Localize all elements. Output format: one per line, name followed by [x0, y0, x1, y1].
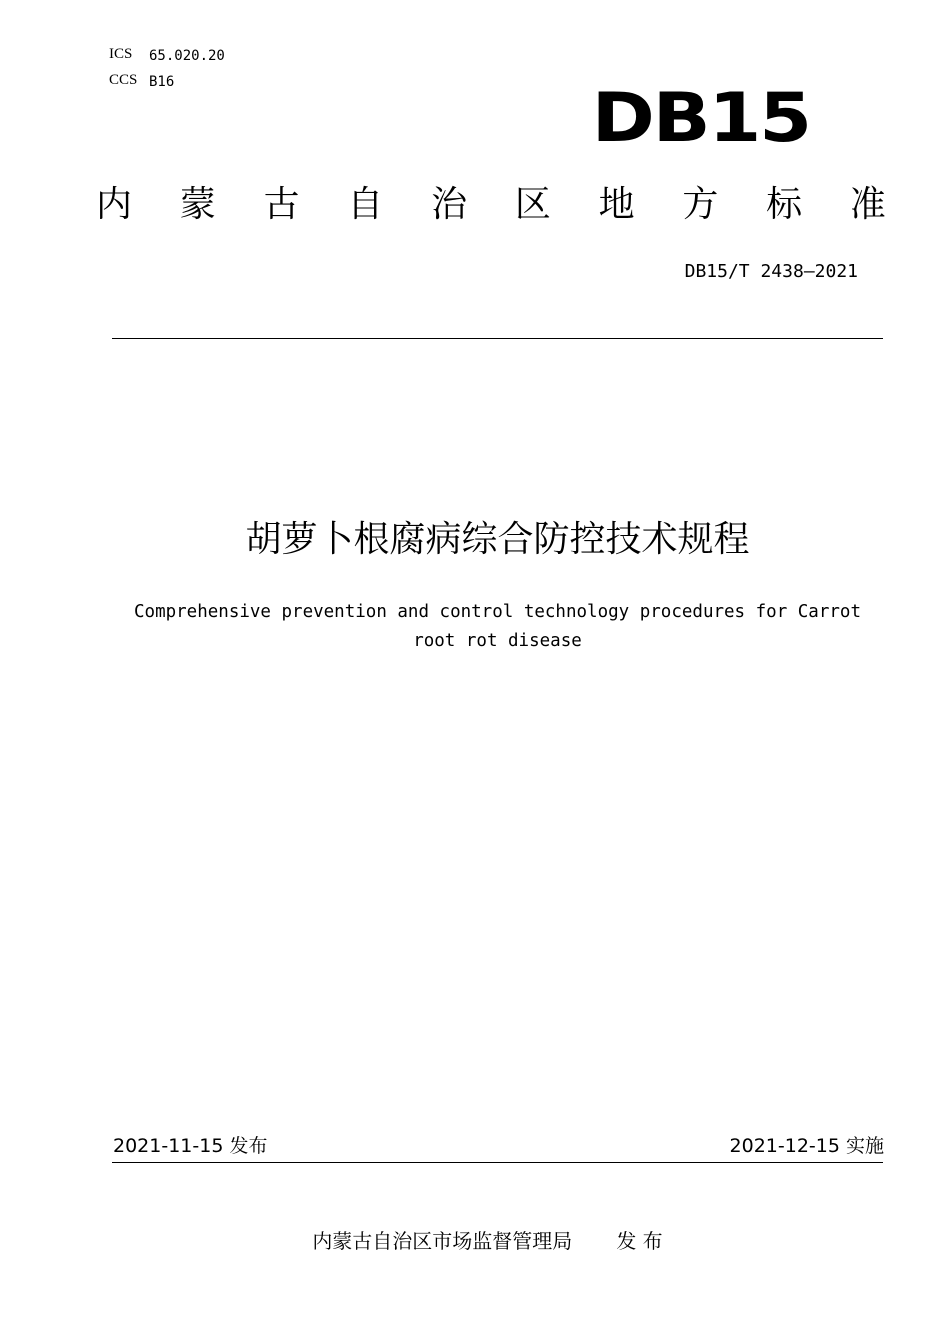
db15-logo: DB15 — [591, 79, 810, 158]
standard-level-char: 自 — [347, 184, 384, 225]
ics-value: 65.020.20 — [149, 48, 225, 64]
standard-level-char: 治 — [431, 184, 468, 225]
standard-level-char: 区 — [514, 184, 551, 225]
header-divider — [112, 338, 883, 339]
issuer-action: 发 布 — [616, 1229, 663, 1253]
standard-level-char: 标 — [766, 184, 803, 225]
document-title-english — [100, 598, 895, 656]
standard-level-char: 方 — [682, 184, 719, 225]
implement-date: 2021-12-15 实施 — [729, 1135, 884, 1157]
standard-level-char: 地 — [598, 184, 635, 225]
issuer-name: 内蒙古自治区市场监督管理局 — [312, 1229, 573, 1253]
ccs-label: CCS — [109, 72, 138, 88]
ics-label: ICS — [109, 46, 133, 62]
document-title-chinese: 胡萝卜根腐病综合防控技术规程 — [245, 519, 750, 560]
standard-level-char: 准 — [849, 184, 886, 225]
issuer-line — [0, 1226, 950, 1256]
standard-level-char: 内 — [96, 184, 133, 225]
standard-level-char: 古 — [263, 184, 300, 225]
title-english-line: root rot disease — [413, 631, 582, 651]
footer-divider — [112, 1162, 883, 1163]
standard-level-heading — [96, 180, 886, 230]
standard-number: DB15/T 2438—2021 — [684, 261, 858, 282]
title-english-line: Comprehensive prevention and control technology procedures for Carrot — [134, 602, 861, 622]
ccs-value: B16 — [149, 74, 175, 90]
publish-date: 2021-11-15 发布 — [113, 1135, 268, 1157]
standard-level-char: 蒙 — [179, 184, 216, 225]
